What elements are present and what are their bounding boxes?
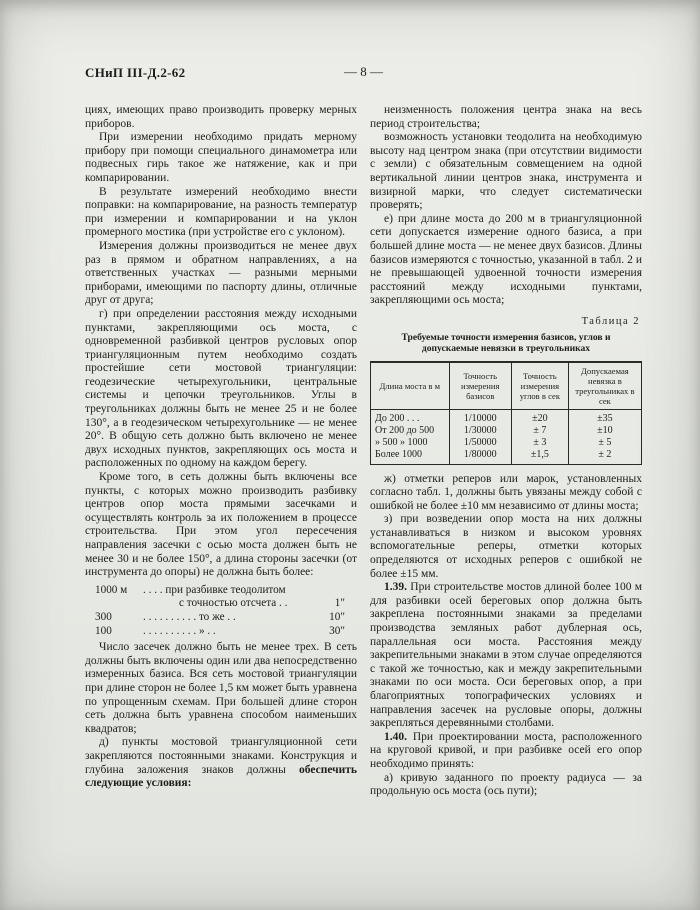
distance-label: с точностью отсчета . . xyxy=(179,597,288,610)
table-cell: ±10 xyxy=(568,425,641,437)
table-title: Требуемые точности измерения базисов, углов и допускаемые невязки в треугольниках xyxy=(401,331,611,354)
table-cell: ±1,5 xyxy=(511,449,568,465)
distance-seconds: 30″ xyxy=(329,624,345,637)
paragraph: Кроме того, в сеть должны быть включены все пункты, с которых можно производить разбивку центров опор моста прямыми засечками и осуществлять контроль за их положением в процессе строительства. При этом угол пересечения направления засечки с осью моста должен быть не менее 30 и не более 150°, а длина стороны засечки (от инструмента до опоры) не должна быть более: xyxy=(85,471,357,579)
paragraph-item-z: з) при возведении опор моста на них должны устанавливаться в низком и высоком уровнях вспомогательные реперы, отметки которых определяются от исходных реперов с ошибкой не более ±15 мм. xyxy=(370,513,642,580)
table-header xyxy=(371,362,642,410)
table-cell: ± 5 xyxy=(568,437,641,449)
table-cell: ±35 xyxy=(568,409,641,425)
paragraph-item-d xyxy=(85,736,357,790)
table-body xyxy=(371,409,642,464)
table-header-cell: Допускаемая невязка в треугольниках в сек xyxy=(568,362,641,410)
paragraph-item-a: а) кривую заданного по проекту радиуса — за продольную ось моста (ось пути); xyxy=(370,771,642,798)
table-cell: 1/10000 xyxy=(449,409,511,425)
table-2 xyxy=(370,361,642,465)
distance-value: 100 xyxy=(95,624,112,637)
table-cell: » 500 » 1000 xyxy=(371,437,450,449)
distance-row xyxy=(85,611,357,625)
paragraph-text: При проектировании моста, расположенного на круговой кривой, и при разбивке осей его опор необходимо принять: xyxy=(370,730,642,770)
distance-seconds: 1″ xyxy=(334,597,345,610)
table-cell: 1/30000 xyxy=(449,425,511,437)
paragraph-bold-text: обеспечить следующие условия: xyxy=(85,763,357,790)
paragraph-item-zh: ж) отметки реперов или марок, установленных согласно табл. 1, должны быть увязаны между собой с ошибкой не более ±10 мм независимо от длины моста; xyxy=(370,472,642,512)
distance-row xyxy=(85,584,357,598)
paragraph-text: д) пункты мостовой триангуляционной сети закрепляются постоянными знаками. Конструкция и глубина заложения знаков должны xyxy=(85,736,357,776)
table-cell: 1/80000 xyxy=(449,449,511,465)
paragraph-text: При строительстве мостов длиной более 100 м для разбивки осей береговых опор должна быть закреплена постоянными знаками за пределами производства земляных работ дублерная ось, параллельная оси моста. Расстояния между закрепительными знаками в этом случае определяются с такой же точностью, как и между закрепительными знаками по оси моста. Оси береговых опор, а при благоприятных топографических условиях и направления засечек на русловые опоры, должны закрепляться деревянными столбами. xyxy=(370,581,642,730)
table-row xyxy=(371,437,642,449)
distance-row xyxy=(85,597,357,611)
distance-row xyxy=(85,625,357,639)
paragraph: При измерении необходимо придать мерному прибору при помощи специального динамометра или подвесных гирь такое же натяжение, как и при компарировании. xyxy=(85,131,357,184)
two-column-layout xyxy=(85,104,642,799)
distance-label: . . . . . . . . . . то же . . xyxy=(143,610,236,623)
document-code: СНиП III-Д.2-62 xyxy=(85,65,186,80)
paragraph: возможность установки теодолита на необходимую высоту над центром знака (при отсутствии видимости с земли) с обязательным совмещением на одной вертикальной линии центров знака, инструмента и визирной марки, что следует систематически проверять; xyxy=(370,131,642,212)
page-header xyxy=(85,64,642,82)
table-cell: Более 1000 xyxy=(371,449,450,465)
clause-number: 1.40. xyxy=(384,730,407,743)
paragraph: Измерения должны производиться не менее двух раз в прямом и обратном направлениях, а на ответственных участках — разными мерными приборами, имеющими по паспорту длины, отличные друг от друга; xyxy=(85,239,357,307)
paragraph: неизменность положения центра знака на весь период строительства; xyxy=(370,104,642,130)
page-number: — 8 — xyxy=(344,64,383,79)
distance-value: 300 xyxy=(95,610,112,623)
paragraph: циях, имеющих право производить проверку мерных приборов. xyxy=(85,104,357,130)
paragraph-1-40 xyxy=(370,731,642,772)
table-header-cell: Точность измерения базисов xyxy=(449,362,511,410)
table-header-cell: Точность измерения углов в сек xyxy=(511,362,568,410)
table-cell: 1/50000 xyxy=(449,437,511,449)
table-cell: От 200 до 500 xyxy=(371,425,450,437)
distance-value xyxy=(85,597,143,611)
distance-list xyxy=(85,584,357,638)
distance-seconds: 10″ xyxy=(329,610,345,623)
right-column xyxy=(370,104,642,799)
paragraph: Число засечек должно быть не менее трех. В сеть должны быть включены один или два непосредственно измеренных базиса. Вся сеть мостовой триангуляции при длине сторон не более 1,5 км может быть уравнена по упрощенным схемам. При большей длине сторон сеть должна быть уравнена способом наименьших квадратов; xyxy=(85,641,357,735)
table-row xyxy=(371,425,642,437)
table-cell: До 200 . . . xyxy=(371,409,450,425)
table-header-row xyxy=(371,362,642,410)
table-cell: ± 3 xyxy=(511,437,568,449)
paragraph-item-g: г) при определении расстояния между исходными пунктами, закрепляющими ось моста, с одновременной разбивкой центров русловых опор триангуляционным путем необходимо создать простейшие сети мостовой триангуляции: геодезические четырехугольники, центральные системы и цепочки треугольников. Углы в треугольниках должны быть не менее 25 и не более 130°, а в геодезическом четырехугольнике — не менее 20°. В общую сеть должно быть включено не менее двух исходных пунктов, закрепляющих ось моста и расположенных по одному на каждом берегу. xyxy=(85,307,357,470)
table-row xyxy=(371,449,642,465)
table-cell: ± 2 xyxy=(568,449,641,465)
paragraph-1-39 xyxy=(370,581,642,731)
table-cell: ±20 xyxy=(511,409,568,425)
table-cell: ± 7 xyxy=(511,425,568,437)
clause-number: 1.39. xyxy=(384,581,407,594)
paragraph: В результате измерений необходимо внести поправки: на компарирование, на разность температур при измерении и компарировании и на уклон промерного мостика (при устройстве его с уклоном). xyxy=(85,185,357,239)
table-row xyxy=(371,409,642,425)
distance-value: 1000 м xyxy=(95,583,128,596)
paragraph-item-e: е) при длине моста до 200 м в триангуляционной сети допускается измерение одного базиса, а при большей длине моста — не менее двух базисов. Длины базисов измеряются с точностью, указанной в табл. 2 и не превышающей удвоенной точности измерения расстояний между исходными пунктами, закрепляющими ось моста; xyxy=(370,212,642,307)
distance-label: . . . . . . . . . . » . . xyxy=(143,624,216,637)
distance-seconds xyxy=(311,584,357,598)
table-caption: Таблица 2 xyxy=(581,315,640,327)
table-header-cell: Длина моста в м xyxy=(371,362,450,410)
left-column xyxy=(85,104,357,799)
distance-label: . . . . при разбивке теодолитом xyxy=(143,583,286,596)
